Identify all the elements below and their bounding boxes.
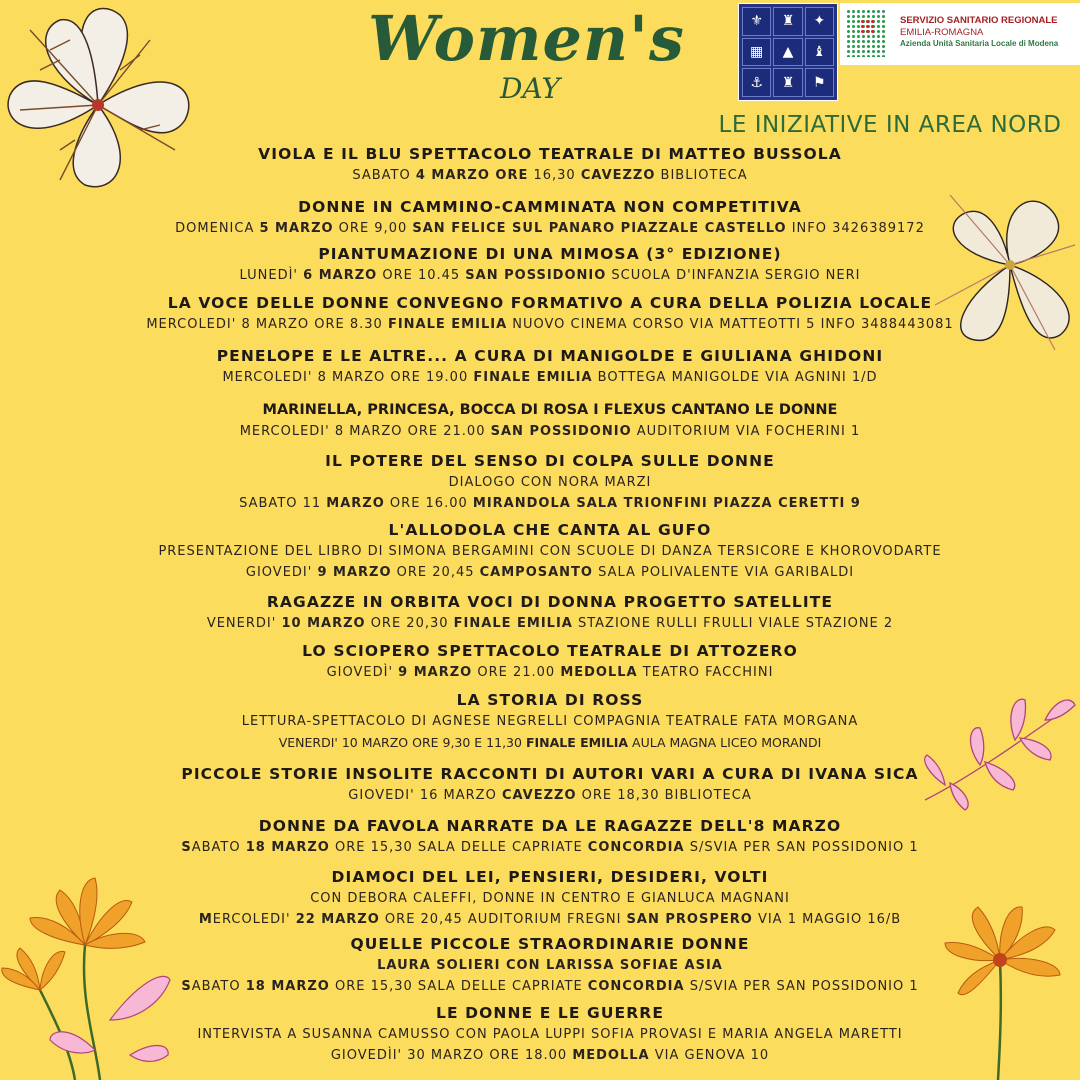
event-detail-text: SAN FELICE SUL PANARO PIAZZALE CASTELLO — [412, 221, 787, 236]
event-detail-text: 18 MARZO — [245, 840, 330, 855]
event-detail-text: S/SVIA PER SAN POSSIDONIO 1 — [684, 840, 919, 855]
event-detail-text: FINALE EMILIA — [453, 616, 573, 631]
event-detail-text: MARZO — [326, 496, 385, 511]
event-item — [70, 933, 1030, 997]
event-detail-text: ORE 9,00 — [333, 221, 413, 236]
event-detail-text: GIOVEDÌI' 30 MARZO ORE 18.00 — [330, 1048, 573, 1063]
event-title: LE DONNE E LE GUERRE — [435, 1004, 665, 1022]
event-detail-text: TEATRO FACCHINI — [637, 665, 774, 680]
event-title: PICCOLE STORIE INSOLITE RACCONTI DI AUTORI VARI A CURA DI IVANA SICA — [181, 765, 919, 783]
event-title: RAGAZZE IN ORBITA VOCI DI DONNA PROGETTO SATELLITE — [266, 593, 834, 611]
event-detail-text: CAMPOSANTO — [479, 565, 593, 580]
event-detail-text: ORE 18,30 BIBLIOTECA — [576, 788, 752, 803]
ssr-line-3: Azienda Unità Sanitaria Locale di Modena — [900, 39, 1059, 48]
event-detail-text: SAN POSSIDONIO — [490, 424, 632, 439]
event-detail-text: ORE 15,30 SALA DELLE CAPRIATE — [329, 979, 588, 994]
event-item — [70, 243, 1030, 286]
event-detail-text: SAN PROSPERO — [626, 912, 753, 927]
event-title: MARINELLA, PRINCESA, BOCCA DI ROSA I FLEXUS CANTANO LE DONNE — [262, 402, 838, 418]
event-detail-text: 22 MARZO — [295, 912, 380, 927]
event-detail-text: MERCOLEDI' 8 MARZO ORE 19.00 — [222, 370, 474, 385]
event-detail-text: ABATO — [191, 840, 246, 855]
event-detail-text: ABATO — [191, 979, 246, 994]
event-detail-text: GIOVEDI' — [245, 565, 318, 580]
event-detail-text: ORE 21.00 — [472, 665, 561, 680]
event-detail-text: INTERVISTA A SUSANNA CAMUSSO CON PAOLA LUPPI SOFIA PROVASI E MARIA ANGELA MARETTI — [197, 1027, 903, 1042]
event-detail-text: 18 MARZO — [245, 979, 330, 994]
event-item — [70, 450, 1030, 514]
event-detail-text: FINALE EMILIA — [387, 317, 508, 332]
event-detail-line — [70, 493, 1030, 514]
event-detail-text: MERCOLEDI' 8 MARZO ORE 8.30 — [146, 317, 388, 332]
crest-tower-icon: ♝ — [805, 38, 834, 67]
event-detail-text: MERCOLEDI' 8 MARZO ORE 21.00 — [239, 424, 491, 439]
ssr-dots-icon — [846, 9, 886, 57]
event-detail-line — [70, 888, 1030, 909]
event-title: PENELOPE E LE ALTRE... A CURA DI MANIGOLDE E GIULIANA GHIDONI — [216, 347, 884, 365]
event-detail-line — [70, 785, 1030, 806]
ssr-logo — [840, 3, 1080, 65]
event-detail-text: ORE 20,45 — [391, 565, 480, 580]
event-item — [70, 196, 1030, 239]
event-item — [70, 1002, 1030, 1066]
event-title: QUELLE PICCOLE STRAORDINARIE DONNE — [350, 935, 750, 953]
event-title: LA VOCE DELLE DONNE CONVEGNO FORMATIVO A CURA DELLA POLIZIA LOCALE — [167, 294, 933, 312]
event-item — [70, 591, 1030, 634]
event-detail-text: DIALOGO CON NORA MARZI — [448, 475, 652, 490]
event-detail-text: MEDOLLA — [572, 1048, 650, 1063]
event-detail-text: GIOVEDI' 16 MARZO — [348, 788, 502, 803]
area-heading: LE INIZIATIVE IN AREA NORD — [718, 112, 1062, 138]
event-item — [70, 292, 1030, 335]
event-detail-text: 9 MARZO — [398, 665, 473, 680]
event-detail-text: BIBLIOTECA — [655, 168, 748, 183]
event-detail-line — [70, 909, 1030, 930]
event-detail-text: M — [198, 912, 213, 927]
crest-grid-icon: ▦ — [742, 38, 771, 67]
event-detail-text: VENERDI' — [206, 616, 282, 631]
event-title: LA STORIA DI ROSS — [456, 691, 644, 709]
event-detail-text: INFO 3426389172 — [786, 221, 925, 236]
event-detail-text: FINALE EMILIA — [525, 735, 629, 750]
event-detail-text: LAURA SOLIERI CON LARISSA SOFIAE ASIA — [377, 958, 723, 973]
event-detail-text: ORE 15,30 SALA DELLE CAPRIATE — [329, 840, 588, 855]
crest-anchor-icon: ⚓ — [742, 68, 771, 97]
crest-fleur-icon: ⚜ — [742, 7, 771, 36]
event-detail-text: ERCOLEDI' — [212, 912, 296, 927]
ssr-line-1: SERVIZIO SANITARIO REGIONALE — [900, 15, 1058, 26]
page-title: Women's — [368, 2, 685, 75]
crest-rook-icon: ♜ — [773, 68, 802, 97]
event-detail-text: ORE 20,30 — [365, 616, 454, 631]
event-detail-text: MEDOLLA — [560, 665, 638, 680]
event-item — [70, 866, 1030, 930]
event-item — [70, 519, 1030, 583]
event-detail-line — [70, 562, 1030, 583]
event-detail-line — [70, 662, 1030, 683]
event-detail-line — [70, 367, 1030, 388]
event-detail-line — [70, 314, 1030, 335]
event-detail-text: GIOVEDÌ' — [326, 665, 399, 680]
event-detail-line — [70, 541, 1030, 562]
event-detail-text: CONCORDIA — [587, 979, 685, 994]
event-detail-text: AULA MAGNA LICEO MORANDI — [628, 735, 822, 750]
event-detail-text: S/SVIA PER SAN POSSIDONIO 1 — [684, 979, 919, 994]
event-detail-text: LETTURA-SPETTACOLO DI AGNESE NEGRELLI COMPAGNIA TEATRALE FATA MORGANA — [241, 714, 859, 729]
event-title: L'ALLODOLA CHE CANTA AL GUFO — [388, 521, 712, 539]
event-title: DIAMOCI DEL LEI, PENSIERI, DESIDERI, VOLTI — [331, 868, 769, 886]
crest-castle-icon: ♜ — [773, 7, 802, 36]
ssr-line-2: EMILIA-ROMAGNA — [900, 27, 984, 38]
event-detail-text: S — [181, 840, 192, 855]
event-detail-text: 9 MARZO — [317, 565, 392, 580]
modena-crest-logo — [738, 3, 838, 101]
event-detail-line — [70, 955, 1030, 976]
event-detail-text: ORE 16.00 — [384, 496, 473, 511]
event-item — [70, 345, 1030, 388]
event-detail-text: ORE 10.45 — [377, 268, 466, 283]
event-detail-text: NUOVO CINEMA CORSO VIA MATTEOTTI 5 INFO 3488443081 — [507, 317, 954, 332]
event-detail-text: SABATO 11 — [239, 496, 327, 511]
event-detail-text: 10 MARZO — [281, 616, 366, 631]
event-detail-text: S — [181, 979, 192, 994]
event-detail-text: CON DEBORA CALEFFI, DONNE IN CENTRO E GIANLUCA MAGNANI — [310, 891, 790, 906]
event-detail-text: SAN POSSIDONIO — [465, 268, 607, 283]
event-item — [70, 763, 1030, 806]
event-detail-line — [70, 976, 1030, 997]
event-item — [70, 399, 1030, 442]
event-detail-line — [70, 732, 1030, 754]
event-detail-line — [70, 265, 1030, 286]
event-detail-text: 5 MARZO — [259, 221, 334, 236]
crest-star-icon: ✦ — [805, 7, 834, 36]
event-detail-text: BOTTEGA MANIGOLDE VIA AGNINI 1/D — [592, 370, 878, 385]
event-detail-line — [70, 472, 1030, 493]
event-detail-text: SALA POLIVALENTE VIA GARIBALDI — [592, 565, 855, 580]
event-detail-text: CAVEZZO — [501, 788, 577, 803]
event-detail-text: CAVEZZO — [580, 168, 656, 183]
event-detail-line — [70, 1045, 1030, 1066]
event-title: LO SCIOPERO SPETTACOLO TEATRALE DI ATTOZERO — [302, 642, 798, 660]
event-item — [70, 689, 1030, 754]
event-detail-text: SCUOLA D'INFANZIA SERGIO NERI — [606, 268, 861, 283]
event-detail-line — [70, 165, 1030, 186]
event-detail-text: 4 MARZO ORE — [415, 168, 529, 183]
event-detail-line — [70, 218, 1030, 239]
event-detail-text: VIA 1 MAGGIO 16/B — [752, 912, 902, 927]
event-detail-text: VENERDI' 10 MARZO ORE 9,30 E 11,30 — [278, 735, 526, 750]
page-subtitle: DAY — [499, 72, 561, 105]
event-item — [70, 143, 1030, 186]
event-detail-text: 6 MARZO — [303, 268, 378, 283]
crest-mountain-icon: ▲ — [773, 38, 802, 67]
crest-flag-icon: ⚑ — [805, 68, 834, 97]
event-detail-line — [70, 613, 1030, 634]
event-detail-text: MIRANDOLA SALA TRIONFINI PIAZZA CERETTI 9 — [472, 496, 861, 511]
event-detail-line — [70, 837, 1030, 858]
event-detail-line — [70, 711, 1030, 732]
event-title: DONNE DA FAVOLA NARRATE DA LE RAGAZZE DELL'8 MARZO — [258, 817, 842, 835]
event-detail-text: ORE 20,45 AUDITORIUM FREGNI — [379, 912, 627, 927]
event-detail-text: PRESENTAZIONE DEL LIBRO DI SIMONA BERGAMINI CON SCUOLE DI DANZA TERSICORE E KHOROVODARTE — [158, 544, 942, 559]
event-item — [70, 640, 1030, 683]
event-detail-text: 16,30 — [528, 168, 581, 183]
event-detail-text: LUNEDÌ' — [239, 268, 304, 283]
event-title: DONNE IN CAMMINO-CAMMINATA NON COMPETITIVA — [298, 198, 802, 216]
event-detail-text: DOMENICA — [175, 221, 260, 236]
event-detail-line — [70, 421, 1030, 442]
event-detail-line — [70, 1024, 1030, 1045]
event-detail-text: AUDITORIUM VIA FOCHERINI 1 — [631, 424, 861, 439]
event-detail-text: SABATO — [352, 168, 416, 183]
event-title: VIOLA E IL BLU SPETTACOLO TEATRALE DI MATTEO BUSSOLA — [258, 145, 842, 163]
event-item — [70, 815, 1030, 858]
event-detail-text: VIA GENOVA 10 — [649, 1048, 770, 1063]
event-detail-text: STAZIONE RULLI FRULLI VIALE STAZIONE 2 — [572, 616, 894, 631]
event-title: IL POTERE DEL SENSO DI COLPA SULLE DONNE — [325, 452, 775, 470]
event-title: PIANTUMAZIONE DI UNA MIMOSA (3° EDIZIONE) — [318, 245, 782, 263]
event-detail-text: FINALE EMILIA — [473, 370, 593, 385]
event-detail-text: CONCORDIA — [587, 840, 685, 855]
